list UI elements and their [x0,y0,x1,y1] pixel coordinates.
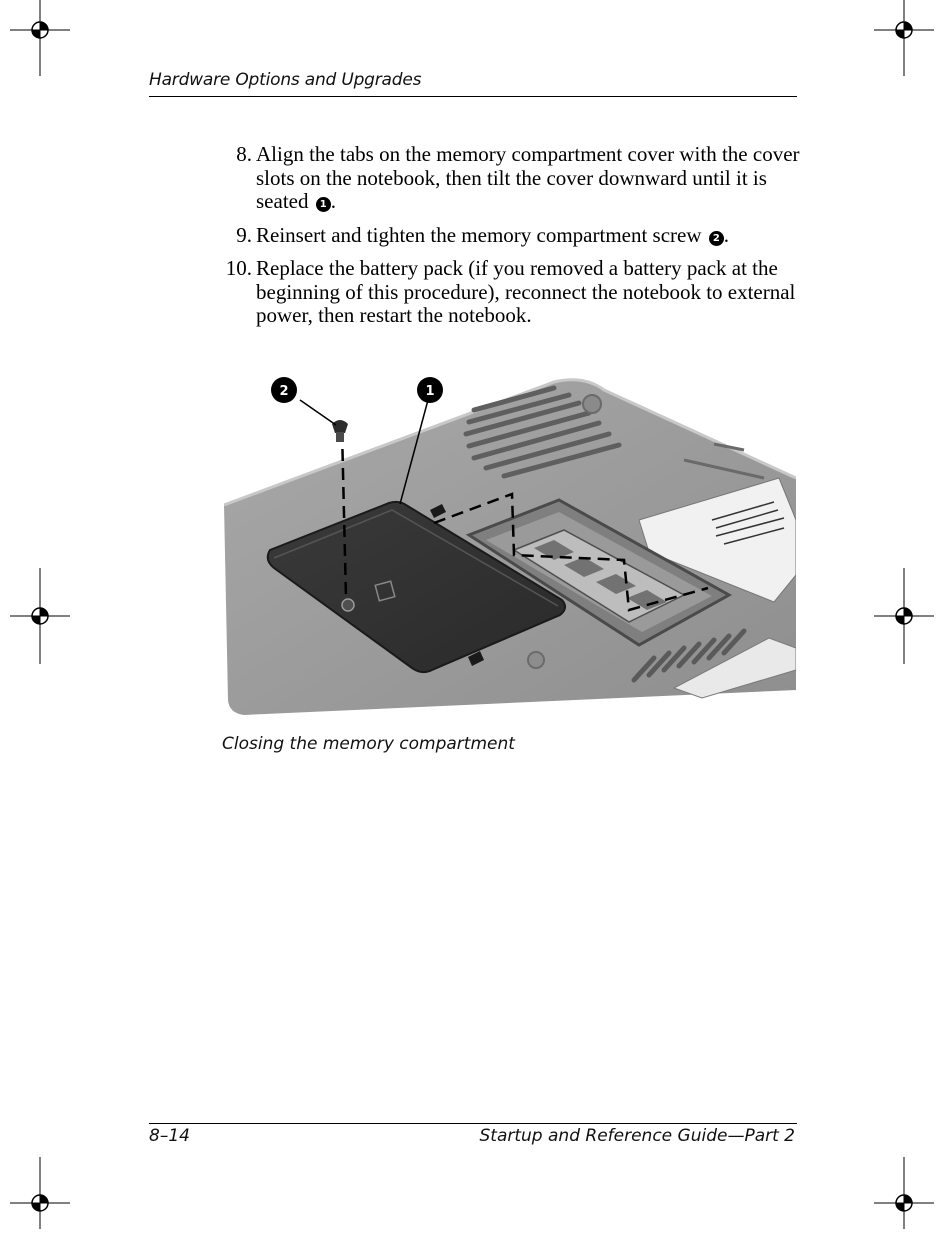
book-title: Startup and Reference Guide—Part 2 [479,1126,795,1146]
memory-compartment-illustration [224,370,796,720]
registration-mark-icon [874,568,934,668]
step-10 [222,257,802,328]
callout-1-icon: 1 [316,197,331,212]
step-text: Align the tabs on the memory compartment cover with the cover slots on the notebook, then tilt the cover downward until it is seated [256,142,800,213]
footer-rule [149,1123,797,1124]
registration-mark-icon [874,1157,934,1257]
procedure-steps [222,143,802,338]
callout-2-marker-icon [271,377,297,403]
callout-2-icon: 2 [709,231,724,246]
step-9 [222,224,802,248]
step-text: Replace the battery pack (if you removed a battery pack at the beginning of this procedure), reconnect the notebook to external power, then restart the notebook. [256,256,796,327]
step-end: . [723,222,730,247]
registration-mark-icon [10,568,70,668]
step-number: 10. [225,256,252,280]
registration-mark-icon [10,1157,70,1257]
step-text: Reinsert and tighten the memory compartment screw [256,222,702,247]
figure-caption: Closing the memory compartment [222,734,515,754]
callout-2-label: 2 [279,384,289,399]
callout-1-marker-icon [417,377,443,403]
registration-mark-icon [874,0,934,100]
notebook-underside-illustration [224,370,796,720]
step-8 [222,143,802,214]
callout-1-label: 1 [425,384,435,399]
header-rule [149,96,797,97]
page-number: 8–14 [149,1126,190,1146]
step-end: . [330,189,336,213]
step-number: 8. [236,142,252,166]
running-head: Hardware Options and Upgrades [149,70,422,90]
step-number: 9. [236,222,252,247]
registration-mark-icon [10,0,70,100]
